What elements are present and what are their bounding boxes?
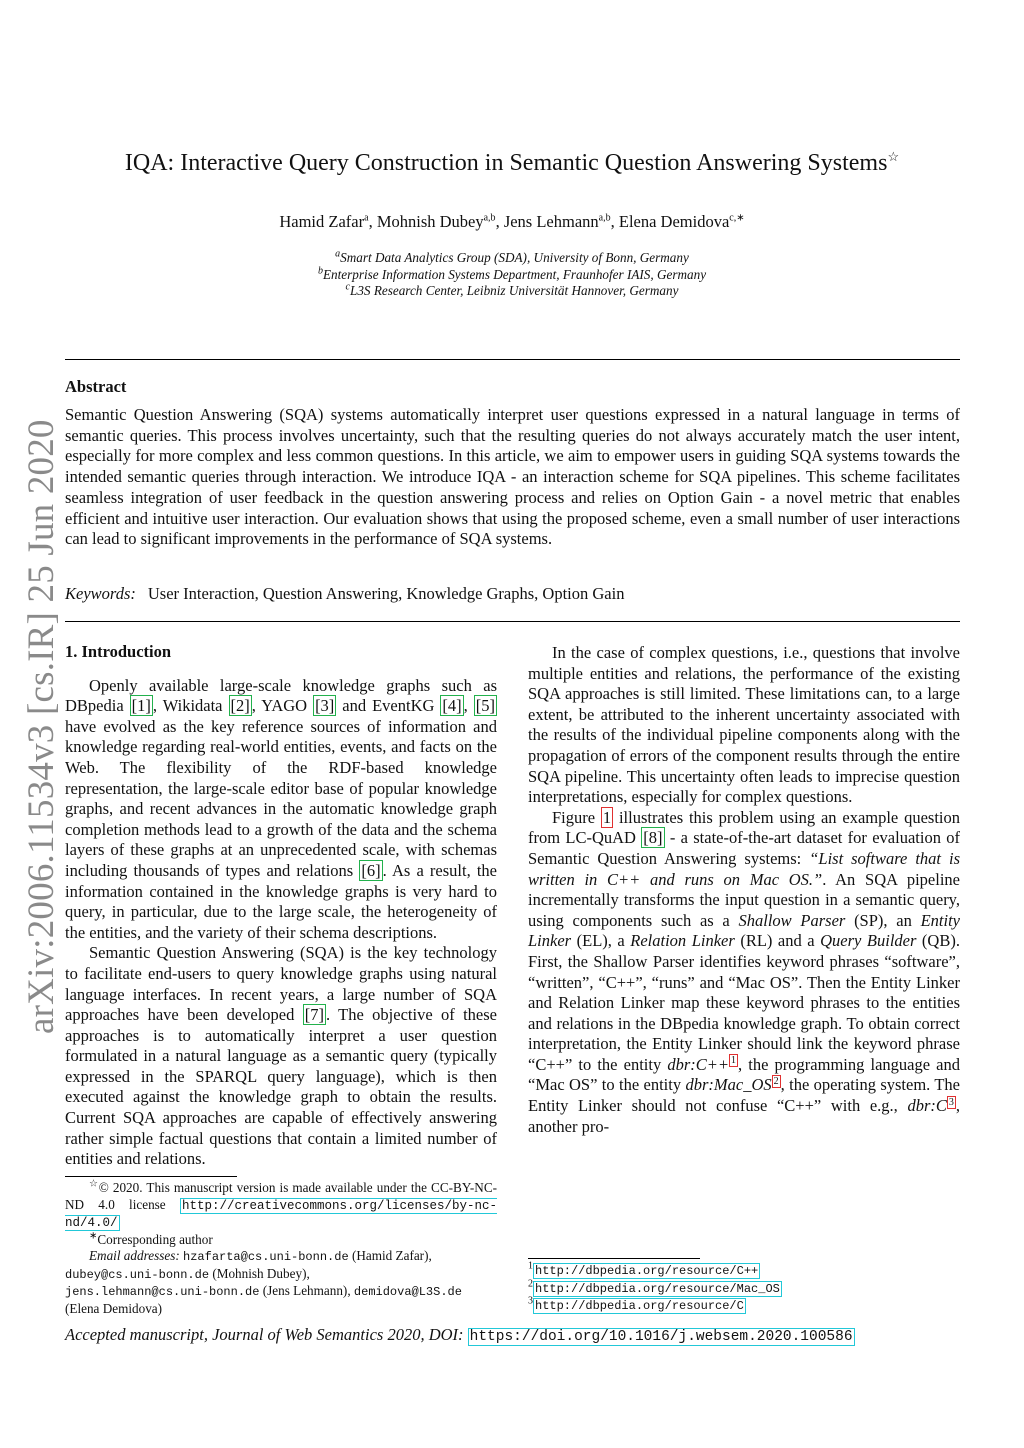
doi-link[interactable]: https://doi.org/10.1016/j.websem.2020.100586 xyxy=(469,1329,853,1345)
keywords-text: User Interaction, Question Answering, Knowledge Graphs, Option Gain xyxy=(147,584,625,603)
citation-link[interactable]: [1] xyxy=(131,696,151,716)
text-run: (QB). First, the Shallow Parser identifies keyword phrases “software”, “written”, “C++”, “runs” and “Mac OS”. Then the Entity Linker and Relation Linker map these keyword phrases to the entities and relations in the DBpedia knowledge graph. To obtain correct interpretation, the Entity Linker should link the keyword phrase “C++” to the entity xyxy=(528,931,960,1074)
intro-paragraph-3: In the case of complex questions, i.e., questions that involve multiple entities and relations, the performance of the existing SQA approaches is still limited. These limitations can, to a large extent, be attributed to the inherent uncertainty associated with the results of the individual pipeline components along with the propagation of errors of the component results through the entire SQA pipeline. This uncertainty often leads to imprecise question interpretations, especially for complex questions. xyxy=(528,643,960,807)
affiliation-line xyxy=(60,267,964,283)
email-owner: (Mohnish Dubey), xyxy=(209,1265,310,1281)
paper-title xyxy=(60,150,964,177)
email-label: Email addresses: xyxy=(89,1248,180,1263)
abstract-body: Semantic Question Answering (SQA) systems automatically interpret user questions expressed in a natural language in terms of semantic queries. This process involves uncertainty, such that the resulting queries do not always accurately match the user intent, especially for more complex and less common questions. In this article, we aim to empower users in guiding SQA systems towards the intended semantic queries through interaction. We introduce IQA - an interaction scheme for SQA pipelines. This scheme facilitates seamless integration of user feedback in the question answering process and relies on Option Gain - a novel metric that enables efficient and intuitive user interaction. Our evaluation shows that using the proposed scheme, even a small number of user interactions can lead to significant improvements in the performance of SQA systems. xyxy=(65,405,960,549)
text-run: (SP), an xyxy=(845,910,921,930)
component-name: Relation Linker xyxy=(630,931,735,951)
citation-link[interactable]: [8] xyxy=(643,828,663,848)
affiliation-line xyxy=(60,283,964,299)
affiliation-mark: b xyxy=(317,265,323,277)
entity-name: dbr:Mac_OS xyxy=(685,1075,772,1095)
email-footnote xyxy=(65,1248,497,1317)
abstract-top-rule xyxy=(65,359,960,360)
author-name: Hamid Zafar xyxy=(279,212,365,231)
citation-link[interactable]: [2] xyxy=(230,696,250,716)
affiliation-text: L3S Research Center, Leibniz Universität Hannover, Germany xyxy=(350,283,679,298)
text-run: Openly available large-scale knowledge graphs such as DBpedia xyxy=(65,675,497,716)
right-column xyxy=(528,643,960,1137)
right-footnote-rule xyxy=(528,1258,700,1259)
author-affiliation-mark: a xyxy=(364,212,369,224)
component-name: Entity Linker xyxy=(528,910,960,951)
author-affiliation-mark: a,b xyxy=(598,212,611,224)
license-url-link[interactable]: http://creativecommons.org/licenses/by-nc-nd/4.0/ xyxy=(65,1198,497,1230)
affiliation-mark: a xyxy=(335,248,341,260)
left-footnote-rule xyxy=(65,1176,237,1177)
title-footnote-mark: ☆ xyxy=(887,149,900,164)
license-footnote xyxy=(65,1180,497,1232)
text-run: - a state-of-the-art dataset for evaluation of Semantic Question Answering systems: xyxy=(528,828,960,868)
text-run: , YAGO xyxy=(251,696,314,716)
citation-link[interactable]: [6] xyxy=(361,860,381,880)
footnote-url-link[interactable]: http://dbpedia.org/resource/C++ xyxy=(535,1264,759,1278)
footnote-number: 1 xyxy=(528,1260,533,1272)
section-heading-introduction: 1. Introduction xyxy=(65,642,172,661)
intro-paragraph-1 xyxy=(65,676,497,944)
footnote-reference-link[interactable]: 2 xyxy=(773,1075,779,1087)
intro-paragraph-2 xyxy=(65,943,497,1170)
footnote-mark: ☆ xyxy=(89,1178,99,1190)
footnote-number: 3 xyxy=(528,1295,533,1307)
corresponding-author-footnote xyxy=(65,1232,497,1249)
author-name: Jens Lehmann xyxy=(503,212,599,231)
citation-link[interactable]: [5] xyxy=(475,696,496,716)
corresponding-text: Corresponding author xyxy=(97,1231,213,1247)
url-footnote xyxy=(528,1297,960,1315)
text-run: have evolved as the key reference sources of information and knowledge regarding real-world entities, events, and facts on the Web. The flexibility of the RDF-based knowledge representation, the large-scale editor base of popular knowledge graphs, and recent advances in the automatic knowledge graph completion methods lead to a growth of the data and the schema layers of these graphs at an unprecedented scale, with schemas including thousands of types and relations xyxy=(65,716,497,880)
url-footnote xyxy=(528,1280,960,1298)
footnote-reference-link[interactable]: 3 xyxy=(948,1096,954,1108)
author-name: Mohnish Dubey xyxy=(376,212,484,231)
affiliation-mark: c xyxy=(345,281,350,293)
citation-link[interactable]: [3] xyxy=(315,696,335,716)
text-run: , Wikidata xyxy=(152,696,229,716)
arxiv-identifier-stamp: arXiv:2006.11534v3 [cs.IR] 25 Jun 2020 xyxy=(21,419,62,1034)
paper-title-text: IQA: Interactive Query Construction in Semantic Question Answering Systems xyxy=(124,150,888,176)
footnote-mark: ∗ xyxy=(89,1230,98,1242)
email-owner: (Hamid Zafar), xyxy=(348,1248,432,1263)
email-owner: (Elena Demidova) xyxy=(65,1300,163,1316)
text-run: and EventKG xyxy=(336,696,441,716)
author-list: Hamid Zafar$^a$, Mohnish Dubey$^{a,b}$, Jens Lehmann$^{a,b}$, Elena Demidova$^{c,∗}$ xyxy=(279,212,745,231)
keywords-line xyxy=(65,584,960,604)
text-run: , the operating system. The Entity Linker should not confuse “C++” with e.g., xyxy=(528,1075,960,1116)
email-address: demidova@L3S.de xyxy=(353,1285,462,1299)
component-name: Query Builder xyxy=(820,931,917,951)
author-affiliation-mark: c,∗ xyxy=(729,212,745,224)
entity-name: dbr:C xyxy=(907,1096,947,1116)
affiliation-line xyxy=(60,250,964,266)
figure-reference-link[interactable]: 1 xyxy=(602,807,612,827)
citation-link[interactable]: [4] xyxy=(442,696,462,716)
footnote-reference-link[interactable]: 1 xyxy=(731,1055,737,1067)
text-run: . An SQA pipeline incrementally transforms the input question in a semantic query, using components such as a xyxy=(528,869,960,930)
email-address: dubey@cs.uni-bonn.de xyxy=(65,1267,210,1282)
right-footnotes xyxy=(528,1262,960,1315)
footnote-url-link[interactable]: http://dbpedia.org/resource/C xyxy=(535,1299,744,1313)
publication-footer xyxy=(65,1325,965,1345)
text-run: (RL) and a xyxy=(734,931,821,951)
license-text: © 2020. This manuscript version is made available under the CC-BY-NC-ND 4.0 license xyxy=(65,1180,498,1212)
text-run: Semantic Question Answering (SQA) is the key technology to facilitate end-users to query knowledge graphs using natural language interfaces. In recent years, a large number of SQA approaches have been developed xyxy=(65,943,497,1025)
example-question: “List software that is written in C++ and runs on Mac OS.” xyxy=(528,848,960,889)
abstract-bottom-rule xyxy=(65,621,960,622)
affiliation-text: Smart Data Analytics Group (SDA), University of Bonn, Germany xyxy=(340,250,689,265)
email-owner: (Jens Lehmann), xyxy=(259,1283,354,1298)
email-address: jens.lehmann@cs.uni-bonn.de xyxy=(65,1285,260,1299)
left-footnotes xyxy=(65,1180,497,1317)
keywords-label: Keywords: xyxy=(65,584,136,603)
footer-text: Accepted manuscript, Journal of Web Semantics 2020, DOI: xyxy=(65,1325,468,1344)
text-run: illustrates this problem using an example question from LC-QuAD xyxy=(528,807,960,848)
intro-paragraph-4 xyxy=(528,808,960,1138)
abstract-heading: Abstract xyxy=(65,377,127,396)
url-footnote xyxy=(528,1262,960,1280)
text-run: (EL), a xyxy=(571,931,631,951)
text-run: . As a result, the information contained in the knowledge graphs is very hard to query, in particular, due to the large scale, the heterogeneity of the entities, and the variety of their schema descriptions. xyxy=(65,860,497,942)
text-run: . The objective of these approaches is to automatically interpret a user question formulated in a natural language as a semantic query (typically expressed in the SPARQL query language), which is then executed against the knowledge graph to obtain the results. Current SQA approaches are capable of effectively answering rather simple factual questions that contain a limited number of entities and relations. xyxy=(65,1005,497,1169)
author-name: Elena Demidova xyxy=(618,212,730,231)
text-run: , xyxy=(463,696,474,716)
email-address: hzafarta@cs.uni-bonn.de xyxy=(183,1250,349,1264)
affiliation-text: Enterprise Information Systems Department, Fraunhofer IAIS, Germany xyxy=(322,267,707,282)
entity-name: dbr:C++ xyxy=(667,1054,730,1074)
author-affiliation-mark: a,b xyxy=(483,212,496,224)
text-run: Figure xyxy=(552,807,601,827)
footnote-url-link[interactable]: http://dbpedia.org/resource/Mac_OS xyxy=(535,1281,780,1296)
component-name: Shallow Parser xyxy=(738,910,846,930)
text-run: , another pro- xyxy=(528,1096,960,1136)
text-run: , the programming language and “Mac OS” to the entity xyxy=(528,1054,960,1095)
footnote-number: 2 xyxy=(528,1278,533,1290)
left-column xyxy=(65,642,497,1170)
citation-link[interactable]: [7] xyxy=(304,1005,324,1025)
